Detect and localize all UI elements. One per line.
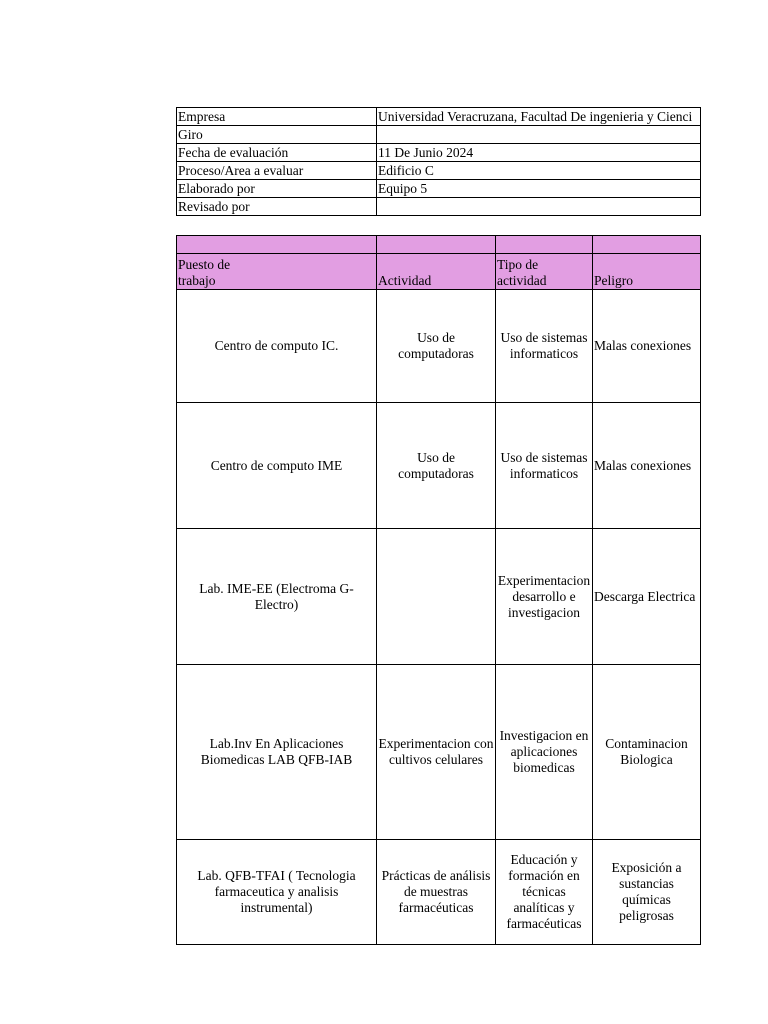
info-value: Universidad Veracruzana, Facultad De ingenieria y Cienci [377,108,701,126]
table-header-row [177,254,701,290]
info-value [377,126,701,144]
cell-peligro: Exposición a sustancias químicas peligrosas [593,840,701,945]
header-actividad: Actividad [377,254,496,290]
info-label: Giro [177,126,377,144]
info-label: Proceso/Area a evaluar [177,162,377,180]
cell-tipo: Uso de sistemas informaticos [496,403,593,529]
table-header-band [177,236,701,254]
info-label: Revisado por [177,198,377,216]
cell-puesto: Lab.Inv En Aplicaciones Biomedicas LAB QFB-IAB [177,665,377,840]
cell-tipo: Experimentacion desarrollo e investigacion [496,529,593,665]
header-peligro: Peligro [593,254,701,290]
info-value: Equipo 5 [377,180,701,198]
info-label: Empresa [177,108,377,126]
info-value: 11 De Junio 2024 [377,144,701,162]
table-row [177,529,701,665]
risk-assessment-table [176,235,701,945]
cell-peligro: Descarga Electrica [593,529,701,665]
table-row [177,665,701,840]
cell-actividad [377,529,496,665]
cell-actividad: Experimentacion con cultivos celulares [377,665,496,840]
cell-actividad: Uso de computadoras [377,290,496,403]
info-value: Edificio C [377,162,701,180]
header-tipo-actividad: Tipo de actividad [496,254,593,290]
info-row-elaborado [177,180,701,198]
cell-puesto: Centro de computo IC. [177,290,377,403]
info-value [377,198,701,216]
cell-puesto: Lab. QFB-TFAI ( Tecnologia farmaceutica y analisis instrumental) [177,840,377,945]
info-row-giro [177,126,701,144]
cell-puesto: Lab. IME-EE (Electroma G-Electro) [177,529,377,665]
cell-tipo: Educación y formación en técnicas analíticas y farmacéuticas [496,840,593,945]
info-label: Fecha de evaluación [177,144,377,162]
cell-peligro: Malas conexiones [593,290,701,403]
info-row-proceso [177,162,701,180]
cell-tipo: Uso de sistemas informaticos [496,290,593,403]
cell-peligro: Malas conexiones [593,403,701,529]
cell-actividad: Uso de computadoras [377,403,496,529]
cell-actividad: Prácticas de análisis de muestras farmacéuticas [377,840,496,945]
table-row [177,403,701,529]
table-row [177,290,701,403]
info-label: Elaborado por [177,180,377,198]
cell-tipo: Investigacion en aplicaciones biomedicas [496,665,593,840]
info-row-revisado [177,198,701,216]
table-row [177,840,701,945]
info-row-fecha [177,144,701,162]
cell-puesto: Centro de computo IME [177,403,377,529]
info-row-empresa [177,108,701,126]
cell-peligro: Contaminacion Biologica [593,665,701,840]
evaluation-info-table [176,107,701,216]
header-puesto: Puesto de trabajo [177,254,377,290]
